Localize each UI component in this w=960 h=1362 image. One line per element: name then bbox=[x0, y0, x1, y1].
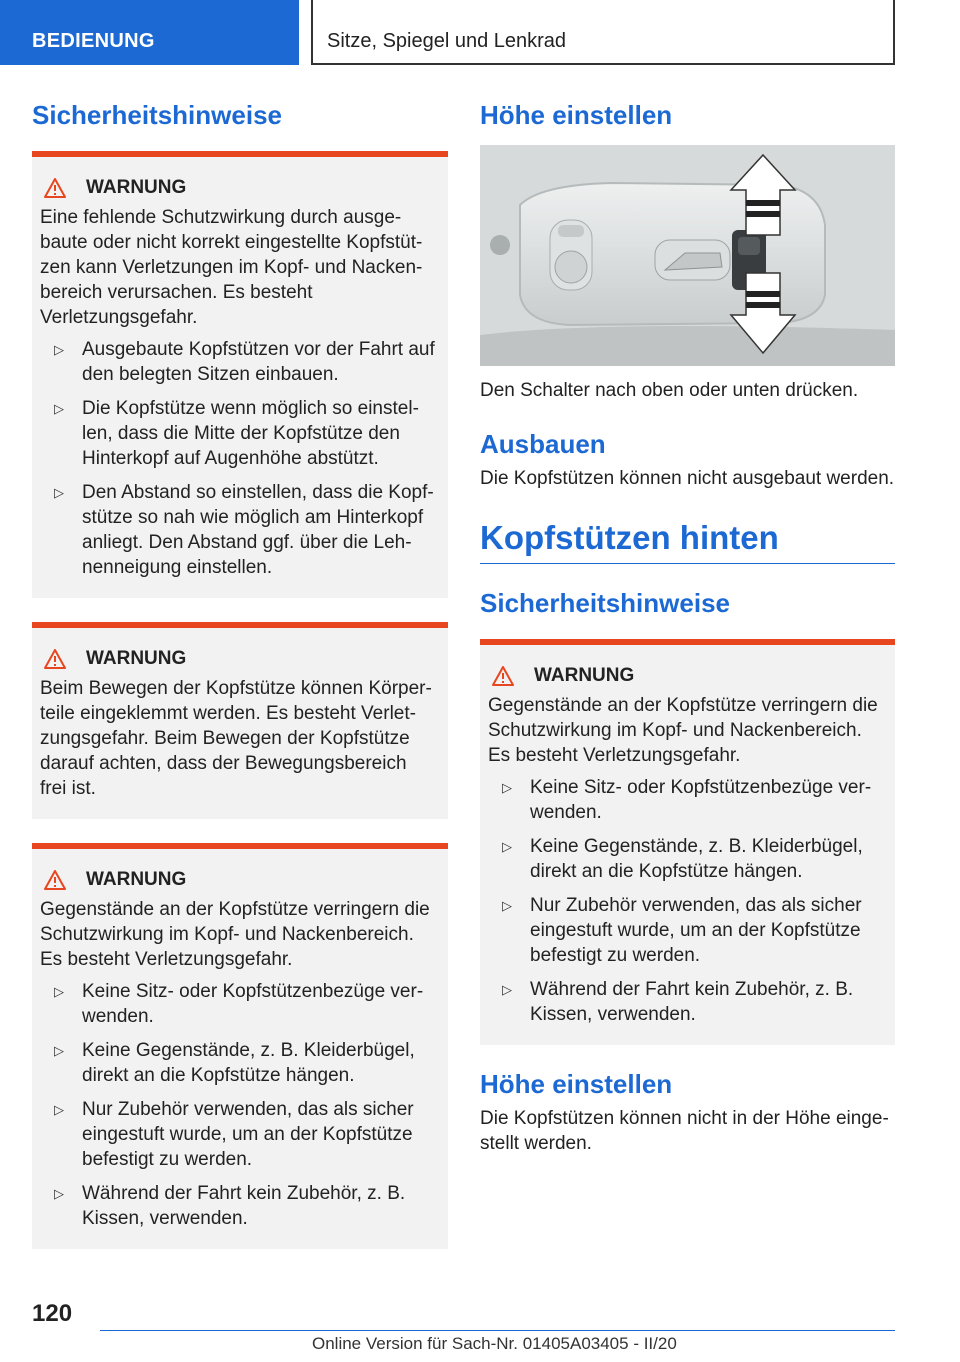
remove-heading: Ausbauen bbox=[480, 429, 606, 459]
headrest-switch-photo bbox=[480, 145, 895, 366]
list-item: ▷ Während der Fahrt kein Zubehör, z. B. Kissen, verwenden. bbox=[502, 979, 854, 1025]
bullet-triangle-icon: ▷ bbox=[54, 401, 64, 416]
bullet-triangle-icon: ▷ bbox=[54, 1102, 64, 1117]
page-number: 120 bbox=[32, 1300, 73, 1327]
list-item: ▷ Keine Sitz- oder Kopfstützenbezüge verwenden. bbox=[54, 981, 424, 1027]
height-heading: Höhe einstellen bbox=[480, 100, 673, 130]
bullet-triangle-icon: ▷ bbox=[502, 898, 512, 913]
list-item: ▷ Keine Gegenstände, z. B. Kleiderbügel, direkt an die Kopfstütze hängen. bbox=[54, 1040, 415, 1086]
list-item: ▷ Den Abstand so einstellen, dass die Kopfstütze so nah wie möglich am Hinterkopf anliegt. Den Abstand ggf. über die Lehnenneigung einstellen. bbox=[54, 482, 434, 578]
warning-box-1 bbox=[32, 151, 448, 598]
list-item: ▷ Nur Zubehör verwenden, das als sicher eingestuft wurde, um an der Kopfstütze befestigt zu werden. bbox=[54, 1099, 414, 1170]
warning-box-3 bbox=[32, 843, 448, 1249]
remove-text: Die Kopfstützen können nicht ausgebaut werden. bbox=[480, 468, 895, 489]
footer-online-version: Online Version für Sach-Nr. 01405A03405 - II/20 bbox=[312, 1334, 677, 1353]
right-column bbox=[480, 100, 895, 1156]
left-heading: Sicherheitshinweise bbox=[32, 100, 282, 130]
list-item: ▷ Ausgebaute Kopfstützen vor der Fahrt auf den belegten Sitzen einbauen. bbox=[54, 339, 435, 385]
bullet-triangle-icon: ▷ bbox=[502, 982, 512, 997]
header-section-label: BEDIENUNG bbox=[32, 30, 155, 52]
warning-triangle-icon bbox=[44, 649, 66, 669]
warning-list bbox=[488, 775, 885, 1027]
rear-safety-heading: Sicherheitshinweise bbox=[480, 588, 730, 618]
list-item: ▷ Keine Sitz- oder Kopfstützenbezüge verwenden. bbox=[502, 777, 872, 823]
bullet-triangle-icon: ▷ bbox=[54, 1186, 64, 1201]
warning-text: Eine fehlende Schutzwirkung durch ausgebaute oder nicht korrekt eingestellte Kopfstützen kann Verletzungen im Kopf- und Nackenbereich verursachen. Es besteht Verletzungsgefahr. bbox=[40, 207, 423, 328]
left-column bbox=[32, 100, 448, 1273]
list-item: ▷ Keine Gegenstände, z. B. Kleiderbügel, direkt an die Kopfstütze hängen. bbox=[502, 836, 863, 882]
seat-switch-illustration bbox=[480, 145, 895, 366]
list-item: ▷ Die Kopfstütze wenn möglich so einstellen, dass die Mitte der Kopfstütze den Hinterkopf auf Augenhöhe abstützt. bbox=[54, 398, 419, 469]
warning-text: Beim Bewegen der Kopfstütze können Körperteile eingeklemmt werden. Es besteht Verletzungsgefahr. Beim Bewegen der Kopfstütze darauf achten, dass der Bewegungsbereich frei ist. bbox=[40, 678, 432, 799]
warning-list bbox=[40, 337, 438, 580]
warning-box-rear bbox=[480, 639, 895, 1045]
warning-triangle-icon bbox=[44, 870, 66, 890]
list-item: ▷ Nur Zubehör verwenden, das als sicher eingestuft wurde, um an der Kopfstütze befestigt zu werden. bbox=[502, 895, 862, 966]
warning-triangle-icon bbox=[44, 178, 66, 198]
warning-text: Gegenstände an der Kopfstütze verringern die Schutzwirkung im Kopf- und Nackenbereich. Es besteht Verletzungsgefahr. bbox=[488, 695, 878, 766]
bullet-triangle-icon: ▷ bbox=[54, 984, 64, 999]
rear-height-heading: Höhe einstellen bbox=[480, 1069, 673, 1099]
header-chapter bbox=[311, 0, 895, 65]
bullet-triangle-icon: ▷ bbox=[54, 1043, 64, 1058]
bullet-triangle-icon: ▷ bbox=[502, 780, 512, 795]
warning-title: WARNUNG bbox=[40, 177, 438, 199]
footer-divider bbox=[100, 1330, 895, 1331]
warning-title: WARNUNG bbox=[40, 648, 438, 670]
warning-text: Gegenstände an der Kopfstütze verringern die Schutzwirkung im Kopf- und Nackenbereich. Es besteht Verletzungsgefahr. bbox=[40, 899, 430, 970]
bullet-triangle-icon: ▷ bbox=[54, 485, 64, 500]
bullet-triangle-icon: ▷ bbox=[54, 342, 64, 357]
list-item: ▷ Während der Fahrt kein Zubehör, z. B. Kissen, verwenden. bbox=[54, 1183, 406, 1229]
header-chapter-label: Sitze, Spiegel und Lenkrad bbox=[327, 30, 567, 52]
warning-triangle-icon bbox=[492, 666, 514, 686]
warning-title: WARNUNG bbox=[488, 665, 885, 687]
warning-box-2 bbox=[32, 622, 448, 819]
rear-height-text: Die Kopfstützen können nicht in der Höhe eingestellt werden. bbox=[480, 1108, 889, 1154]
warning-list bbox=[40, 979, 438, 1231]
bullet-triangle-icon: ▷ bbox=[502, 839, 512, 854]
header-section-tab bbox=[0, 0, 299, 65]
rear-headrests-title: Kopfstützen hinten bbox=[480, 519, 895, 564]
height-text: Den Schalter nach oben oder unten drücken. bbox=[480, 380, 859, 401]
warning-title: WARNUNG bbox=[40, 869, 438, 891]
